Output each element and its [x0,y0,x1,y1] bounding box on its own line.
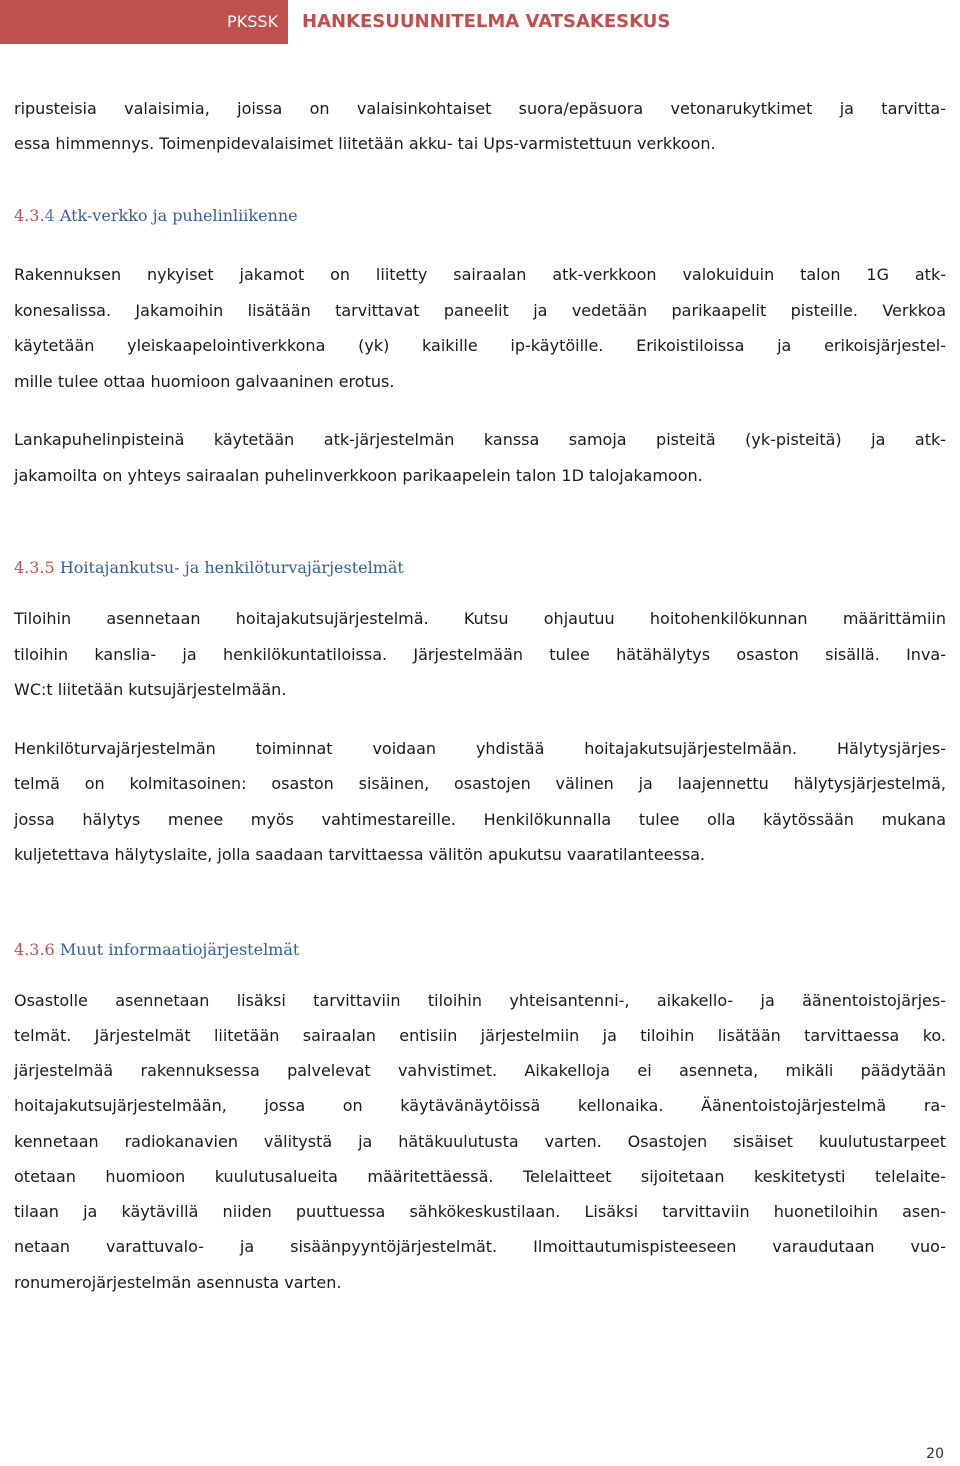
text-line: telmä on kolmitasoinen: osaston sisäinen, osastojen välinen ja laajennettu hälytysjärjestelmä, [14,774,946,794]
text-line: käytetään yleiskaapelointiverkkona (yk) kaikille ip-käytöille. Erikoistiloissa ja erikoisjärjestel- [14,336,946,355]
text-line: konesalissa. Jakamoihin lisätään tarvittavat paneelit ja vedetään parikaapelit pisteille. Verkkoa [14,300,946,320]
text-line: Henkilöturvajärjestelmän toiminnat voidaan yhdistää hoitajakutsujärjestelmään. Hälytysjärjes- [14,738,946,758]
section-4-3-6-paragraph-1 [14,983,946,1300]
text-line: essa himmennys. Toimenpidevalaisimet liitetään akku- tai Ups-varmistettuun verkkoon. [14,134,716,153]
page-number: 20 [926,1446,944,1462]
text-line: otetaan huomioon kuulutusalueita määritettäessä. Telelaitteet sijoitetaan keskitetysti telelaite- [14,1166,946,1186]
intro-paragraph [14,91,946,161]
heading-number: 4.3. [14,206,45,225]
section-4-3-4-paragraph-2 [14,422,946,493]
header-title: HANKESUUNNITELMA VATSAKESKUS [302,11,671,32]
text-line: tilaan ja käytävillä niiden puuttuessa sähkökeskustilaan. Lisäksi tarvittaviin huonetiloihin asen- [14,1202,946,1222]
text-line: Osastolle asennetaan lisäksi tarvittaviin tiloihin yhteisantenni-, aikakello- ja äänentoistojärjes- [14,990,946,1010]
text-line: ripusteisia valaisimia, joissa on valaisinkohtaiset suora/epäsuora vetonarukytkimet ja tarvitta- [14,99,946,118]
text-line: Lankapuhelinpisteinä käytetään atk-järjestelmän kanssa samoja pisteitä (yk-pisteitä) ja atk- [14,430,946,449]
text-line: tiloihin kanslia- ja henkilökuntatiloissa. Järjestelmään tulee hätähälytys osaston sisällä. Inva- [14,644,946,664]
heading-title: Hoitajankutsu- ja henkilöturvajärjestelmät [59,558,404,577]
text-line: hoitajakutsujärjestelmään, jossa on käytävänäytöissä kellonaika. Äänentoistojärjestelmä ra- [14,1096,946,1116]
section-heading-4-3-4 [14,205,946,227]
text-line: järjestelmää rakennuksessa palvelevat vahvistimet. Aikakelloja ei asenneta, mikäli päädytään [14,1061,946,1081]
heading-title: Atk-verkko ja puhelinliikenne [59,206,298,225]
document-body [14,91,946,1300]
section-heading-4-3-6 [14,939,946,961]
page-header [0,0,960,44]
text-line: mille tulee ottaa huomioon galvaaninen erotus. [14,371,395,391]
text-line: ronumerojärjestelmän asennusta varten. [14,1272,342,1292]
text-line: telmät. Järjestelmät liitetään sairaalan entisiin järjestelmiin ja tiloihin lisätään tarvittaessa ko. [14,1026,946,1046]
section-4-3-5-paragraph-1 [14,601,946,708]
header-badge: PKSSK [0,0,288,44]
text-line: jossa hälytys menee myös vahtimestareille. Henkilökunnalla tulee olla käytössään mukana [14,809,946,829]
text-line: Rakennuksen nykyiset jakamot on liitetty sairaalan atk-verkkoon valokuiduin talon 1G atk- [14,265,946,284]
heading-number-suffix: 4 [44,206,55,225]
text-line: WC:t liitetään kutsujärjestelmään. [14,680,287,699]
text-line: kuljetettava hälytyslaite, jolla saadaan tarvittaessa välitön apukutsu vaaratilanteessa. [14,845,706,865]
heading-title: Muut informaatiojärjestelmät [59,939,300,959]
text-line: kennetaan radiokanavien välitystä ja hätäkuulutusta varten. Osastojen sisäiset kuulutustarpeet [14,1131,946,1151]
text-line: Tiloihin asennetaan hoitajakutsujärjestelmä. Kutsu ohjautuu hoitohenkilökunnan määrittämiin [14,609,946,628]
text-line: jakamoilta on yhteys sairaalan puhelinverkkoon parikaapelein talon 1D talojakamoon. [14,465,703,485]
section-4-3-5-paragraph-2 [14,731,946,873]
heading-number: 4.3.6 [14,939,55,959]
section-4-3-4-paragraph-1 [14,257,946,399]
text-line: netaan varattuvalo- ja sisäänpyyntöjärjestelmät. Ilmoittautumispisteeseen varaudutaan vuo- [14,1237,946,1257]
heading-number: 4.3.5 [14,558,55,577]
section-heading-4-3-5 [14,557,946,579]
